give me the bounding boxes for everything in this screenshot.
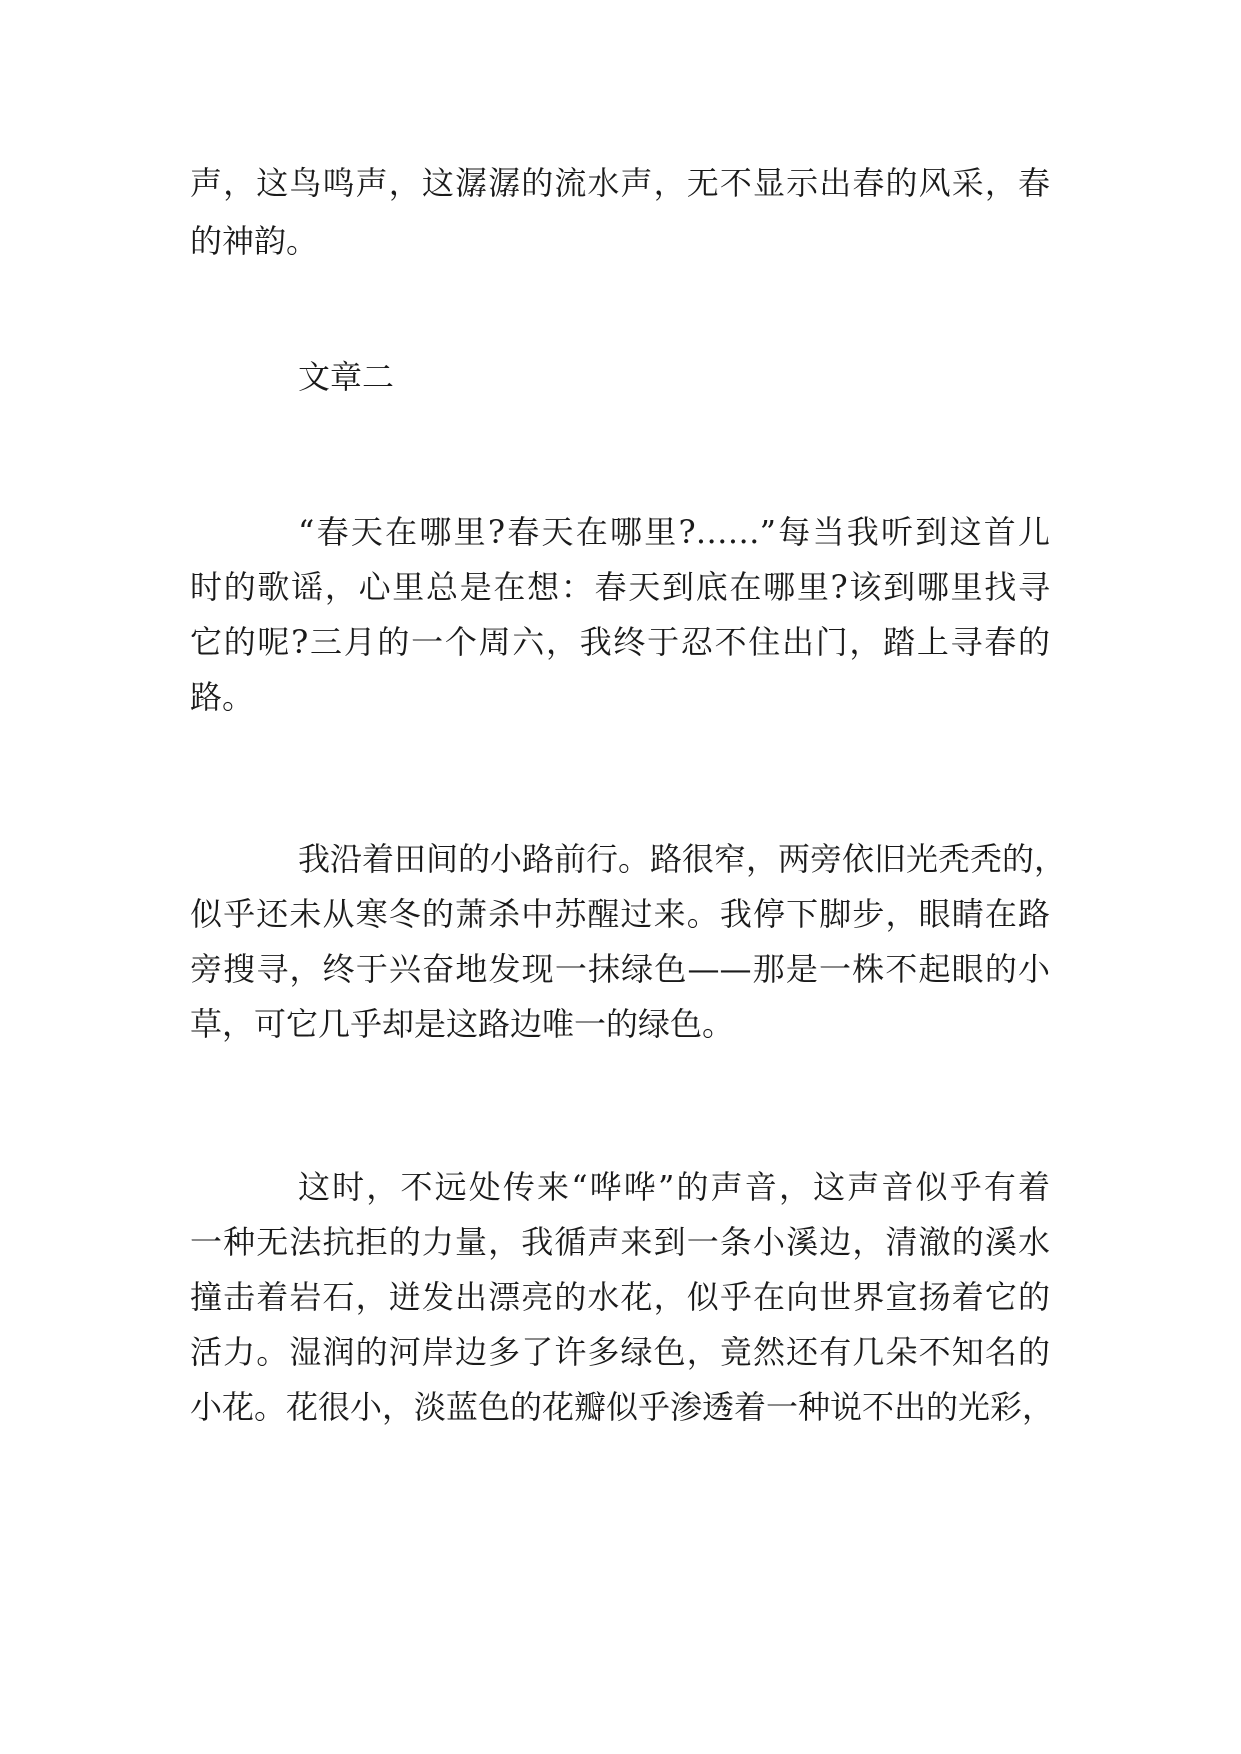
text-line: 撞击着岩石，迸发出漂亮的水花，似乎在向世界宣扬着它的 — [190, 1278, 1050, 1316]
section-heading: 文章二 — [298, 358, 395, 396]
text-line: 似乎还未从寒冬的萧杀中苏醒过来。我停下脚步，眼睛在路 — [190, 895, 1050, 933]
text-line: 旁搜寻，终于兴奋地发现一抹绿色——那是一株不起眼的小 — [190, 950, 1050, 988]
text-line: 小花。花很小，淡蓝色的花瓣似乎渗透着一种说不出的光彩， — [190, 1388, 1055, 1426]
text-line: 路。 — [190, 678, 255, 716]
text-line: 声，这鸟鸣声，这潺潺的流水声，无不显示出春的风采，春 — [190, 164, 1050, 202]
text-line: 这时，不远处传来“哗哗”的声音，这声音似乎有着 — [298, 1168, 1050, 1206]
text-line: 的神韵。 — [190, 222, 319, 260]
text-line: 时的歌谣，心里总是在想：春天到底在哪里?该到哪里找寻 — [190, 568, 1050, 606]
text-line: 一种无法抗拒的力量，我循声来到一条小溪边，清澈的溪水 — [190, 1223, 1050, 1261]
text-line: 草，可它几乎却是这路边唯一的绿色。 — [190, 1005, 735, 1043]
text-line: 活力。湿润的河岸边多了许多绿色，竟然还有几朵不知名的 — [190, 1333, 1050, 1371]
text-line: 我沿着田间的小路前行。路很窄，两旁依旧光秃秃的， — [298, 840, 1067, 878]
text-line: “春天在哪里?春天在哪里?……”每当我听到这首儿 — [298, 513, 1050, 551]
text-line: 它的呢?三月的一个周六，我终于忍不住出门，踏上寻春的 — [190, 623, 1050, 661]
